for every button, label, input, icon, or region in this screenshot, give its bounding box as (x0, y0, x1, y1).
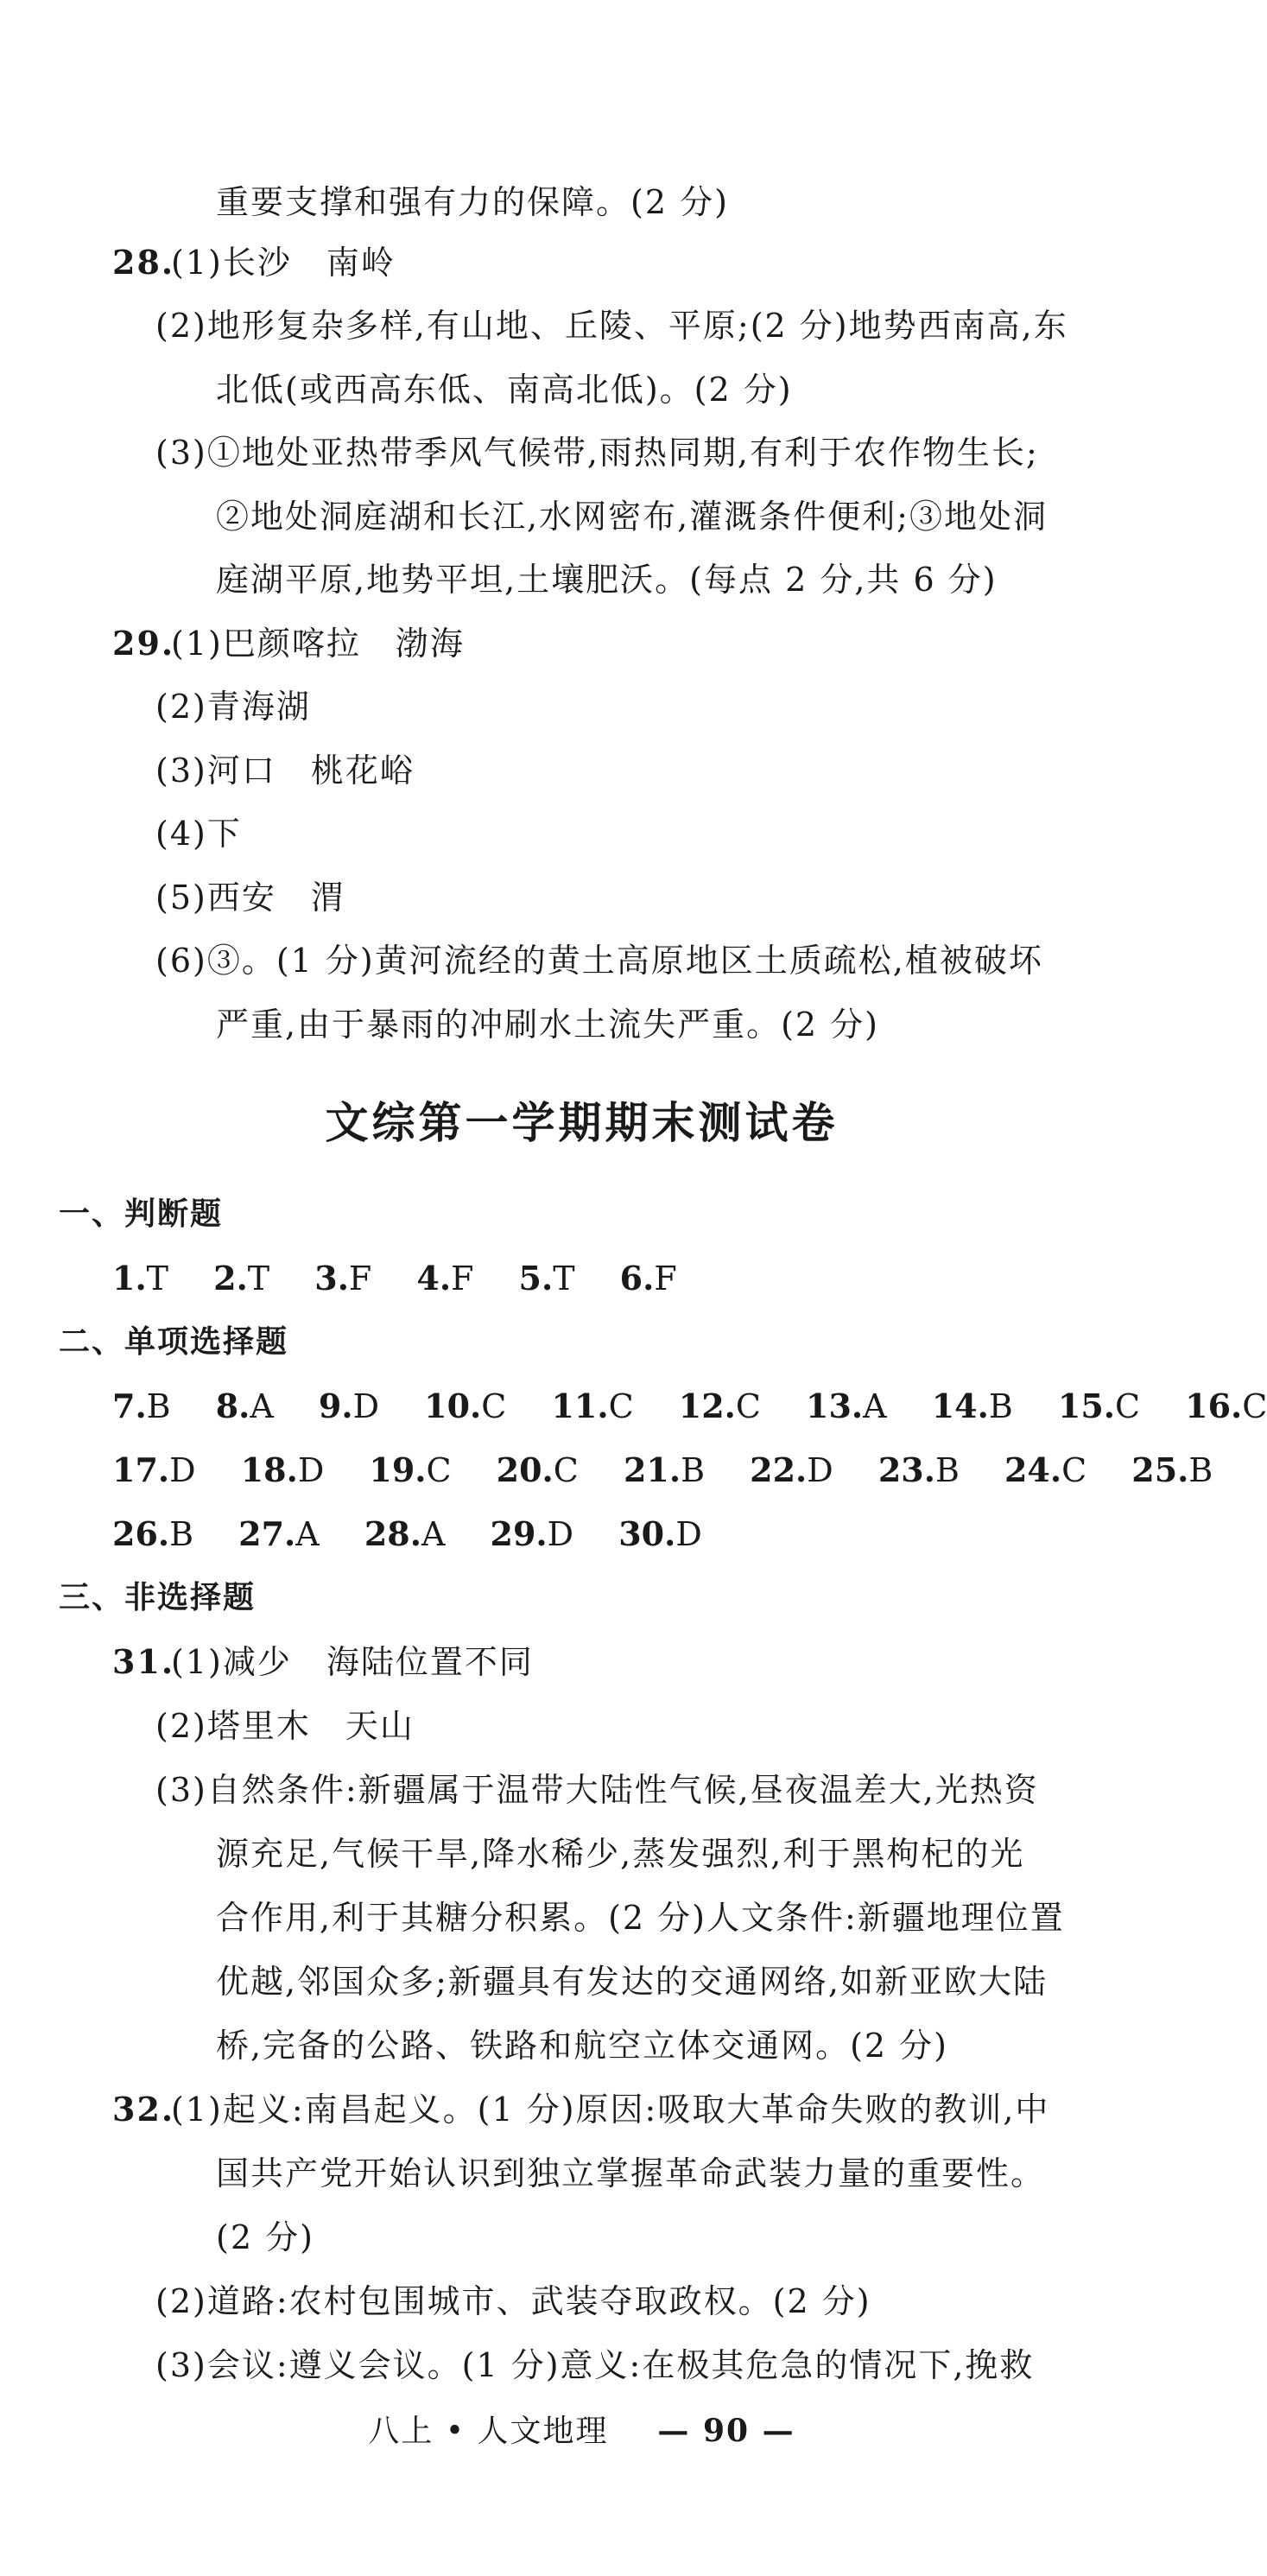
answer-line: 国共产党开始认识到独立掌握革命武装力量的重要性。 (216, 2154, 1046, 2192)
answer-line: (5)西安 渭 (155, 879, 345, 917)
answer-item: 3.F (314, 1259, 372, 1298)
answer-item: 12.C (678, 1386, 761, 1425)
page-footer (0, 2410, 1163, 2452)
answer-item: 10.C (424, 1386, 507, 1425)
answer-line: 北低(或西高东低、南高北低)。(2 分) (216, 371, 793, 409)
answer-line: (3)河口 桃花峪 (155, 752, 415, 790)
answer-line: (3)会议:遵义会议。(1 分)意义:在极其危急的情况下,挽救 (155, 2346, 1035, 2384)
answer-line: 桥,完备的公路、铁路和航空立体交通网。(2 分) (216, 2027, 948, 2065)
question-number: 31. (112, 1642, 175, 1681)
answer-item: 5.T (518, 1259, 575, 1298)
answer-line: (4)下 (155, 815, 242, 853)
answer-item: 25.B (1131, 1450, 1213, 1489)
section-heading: 二、单项选择题 (59, 1324, 289, 1360)
answer-line: (1)起义:南昌起义。(1 分)原因:吸取大革命失败的教训,中 (171, 2091, 1050, 2129)
question-number: 32. (112, 2090, 175, 2129)
answer-item: 2.T (213, 1259, 270, 1298)
answer-row (112, 1513, 737, 1555)
answer-line: (1)长沙 南岭 (171, 244, 396, 282)
answer-item: 11.C (551, 1386, 634, 1425)
answer-item: 4.F (416, 1259, 474, 1298)
answer-line: (3)自然条件:新疆属于温带大陆性气候,昼夜温差大,光热资 (155, 1771, 1039, 1809)
answer-line: (2)青海湖 (155, 688, 311, 726)
answer-item: 29.D (490, 1514, 574, 1553)
answer-item: 22.D (750, 1450, 833, 1489)
answer-line: 源充足,气候干旱,降水稀少,蒸发强烈,利于黑枸杞的光 (216, 1835, 1025, 1873)
question-number: 29. (112, 624, 175, 663)
answer-item: 13.A (806, 1386, 887, 1425)
answer-line: (6)③。(1 分)黄河流经的黄土高原地区土质疏松,植被破坏 (155, 942, 1043, 980)
answer-line: (2)塔里木 天山 (155, 1707, 415, 1745)
answer-line: (2)道路:农村包围城市、武装夺取政权。(2 分) (155, 2282, 871, 2320)
answer-line: (1)减少 海陆位置不同 (171, 1643, 534, 1681)
answer-line: (2 分) (216, 2218, 314, 2256)
answer-item: 27.A (238, 1514, 320, 1553)
answer-item: 23.B (877, 1450, 960, 1489)
answer-item: 7.B (112, 1386, 171, 1425)
answer-item: 9.D (318, 1386, 380, 1425)
answer-item: 21.B (623, 1450, 706, 1489)
answer-item: 1.T (112, 1259, 169, 1298)
answer-line: 庭湖平原,地势平坦,土壤肥沃。(每点 2 分,共 6 分) (216, 561, 998, 599)
section-heading: 三、非选择题 (59, 1580, 257, 1615)
answer-item: 16.C (1185, 1386, 1267, 1425)
text-line: 重要支撑和强有力的保障。(2 分) (216, 183, 729, 221)
answer-item: 15.C (1057, 1386, 1141, 1425)
answer-row (112, 1258, 712, 1299)
answer-item: 24.C (1004, 1450, 1087, 1489)
answer-item: 8.A (215, 1386, 274, 1425)
answer-line: 合作用,利于其糖分积累。(2 分)人文条件:新疆地理位置 (216, 1899, 1065, 1937)
page-number: — 90 — (657, 2413, 795, 2449)
page-title: 文综第一学期期末测试卷 (325, 1098, 839, 1148)
answer-item: 19.C (369, 1450, 452, 1489)
answer-item: 28.A (364, 1514, 446, 1553)
answer-line: (1)巴颜喀拉 渤海 (171, 625, 465, 663)
answer-item: 17.D (112, 1450, 196, 1489)
footer-subject: 八上 • 人文地理 (368, 2414, 609, 2449)
answer-line: 严重,由于暴雨的冲刷水土流失严重。(2 分) (216, 1006, 879, 1044)
answer-line: (3)①地处亚热带季风气候带,雨热同期,有利于农作物生长; (155, 434, 1039, 472)
answer-item: 20.C (496, 1450, 579, 1489)
question-number: 28. (112, 243, 175, 282)
answer-row (112, 1386, 1267, 1427)
answer-item: 14.B (931, 1386, 1013, 1425)
answer-line: (2)地形复杂多样,有山地、丘陵、平原;(2 分)地势西南高,东 (155, 307, 1068, 345)
answer-line: 优越,邻国众多;新疆具有发达的交通网络,如新亚欧大陆 (216, 1963, 1048, 2001)
answer-line: ②地处洞庭湖和长江,水网密布,灌溉条件便利;③地处洞 (216, 498, 1048, 536)
answer-item: 6.F (619, 1259, 677, 1298)
section-heading: 一、判断题 (59, 1196, 224, 1232)
answer-row (112, 1450, 1213, 1491)
answer-item: 26.B (112, 1514, 194, 1553)
answer-item: 18.D (240, 1450, 325, 1489)
answer-item: 30.D (618, 1514, 702, 1553)
